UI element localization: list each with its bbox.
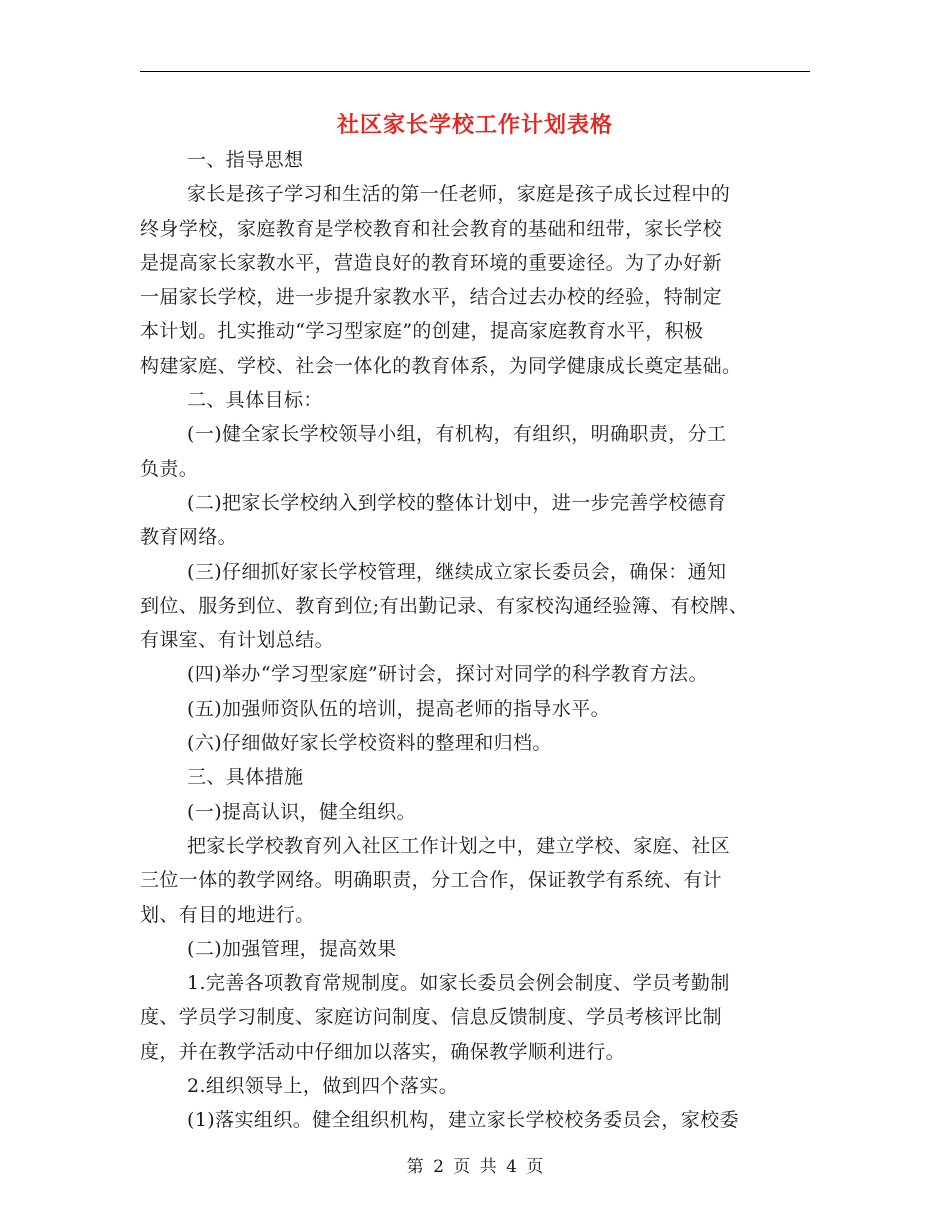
footer-ye: 页 bbox=[453, 1157, 471, 1177]
text-line: 度、学员学习制度、家庭访问制度、信息反馈制度、学员考核评比制 bbox=[140, 1006, 723, 1029]
text-line: 三、具体措施 bbox=[187, 766, 304, 789]
text-line: 家长是孩子学习和生活的第一任老师，家庭是孩子成长过程中的 bbox=[187, 183, 731, 206]
text-line: 到位、服务到位、教育到位;有出勤记录、有家校沟通经验簿、有校牌、 bbox=[140, 594, 749, 617]
text-line: (六)仔细做好家长学校资料的整理和归档。 bbox=[187, 732, 552, 755]
footer-ye-end: 页 bbox=[526, 1157, 544, 1177]
text-line: (一)健全家长学校领导小组，有机构，有组织，明确职责，分工 bbox=[187, 423, 727, 446]
footer-gong: 共 bbox=[479, 1157, 497, 1177]
text-line: 本计划。扎实推动“学习型家庭”的创建，提高家庭教育水平，积极 bbox=[140, 320, 704, 343]
text-line: (一)提高认识，健全组织。 bbox=[187, 800, 417, 823]
text-line: (四)举办“学习型家庭”研讨会，探讨对同学的科学教育方法。 bbox=[187, 663, 708, 686]
header-rule bbox=[140, 71, 810, 72]
text-line: 把家长学校教育列入社区工作计划之中，建立学校、家庭、社区 bbox=[187, 834, 731, 857]
footer-total-pages: 4 bbox=[506, 1157, 517, 1177]
footer-di: 第 bbox=[406, 1157, 424, 1177]
text-line: (三)仔细抓好家长学校管理，继续成立家长委员会，确保：通知 bbox=[187, 560, 727, 583]
text-line: (二)加强管理，提高效果 bbox=[187, 937, 397, 960]
text-line: 构建家庭、学校、社会一体化的教育体系，为同学健康成长奠定基础。 bbox=[140, 354, 742, 377]
document-body bbox=[140, 143, 812, 1138]
document-title: 社区家长学校工作计划表格 bbox=[336, 112, 613, 138]
text-line: 教育网络。 bbox=[140, 526, 238, 549]
text-line: 一、指导思想 bbox=[187, 149, 304, 171]
text-line: 度，并在教学活动中仔细加以落实，确保教学顺利进行。 bbox=[140, 1040, 626, 1063]
text-line: (五)加强师资队伍的培训，提高老师的指导水平。 bbox=[187, 697, 611, 720]
text-line: 1.完善各项教育常规制度。如家长委员会例会制度、学员考勤制 bbox=[187, 972, 730, 995]
text-line: 是提高家长家教水平，营造良好的教育环境的重要途径。为了办好新 bbox=[140, 251, 723, 274]
text-line: 一届家长学校，进一步提升家教水平，结合过去办校的经验，特制定 bbox=[140, 286, 723, 309]
text-line: 负责。 bbox=[140, 457, 199, 480]
text-line: (二)把家长学校纳入到学校的整体计划中，进一步完善学校德育 bbox=[187, 491, 727, 514]
text-line: 三位一体的教学网络。明确职责，分工合作，保证教学有系统、有计 bbox=[140, 869, 723, 892]
footer-page-number: 2 bbox=[433, 1157, 444, 1177]
text-line: 有课室、有计划总结。 bbox=[140, 629, 335, 652]
text-line: 终身学校，家庭教育是学校教育和社会教育的基础和纽带，家长学校 bbox=[140, 217, 723, 240]
text-line: (1)落实组织。健全组织机构，建立家长学校校务委员会，家校委 bbox=[187, 1109, 739, 1132]
text-line: 2.组织领导上，做到四个落实。 bbox=[187, 1075, 459, 1098]
text-line: 划、有目的地进行。 bbox=[140, 903, 315, 926]
text-line: 二、具体目标： bbox=[187, 389, 323, 412]
page-footer bbox=[0, 1152, 950, 1177]
